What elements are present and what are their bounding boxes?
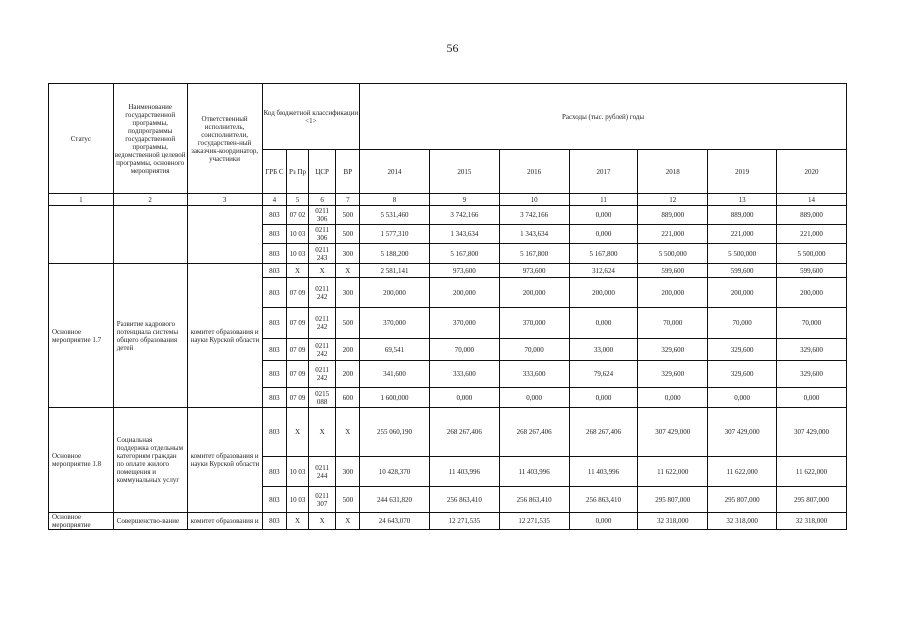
cell-amount: 11 622,000: [776, 457, 846, 487]
cell-amount: 0,000: [569, 388, 638, 408]
cell-grbs: 803: [262, 457, 287, 487]
cell-amount: 307 429,000: [638, 408, 708, 457]
cell-amount: 79,624: [569, 361, 638, 388]
cell-amount: 32 318,000: [638, 513, 708, 530]
cell-amount: 200,000: [708, 278, 777, 308]
cell-amount: 1 577,310: [360, 225, 430, 244]
cell-csr: 0211 306: [308, 225, 336, 244]
cell-amount: 200,000: [499, 278, 569, 308]
cell-amount: 33,000: [569, 339, 638, 361]
header-year: 2016: [499, 150, 569, 194]
block-responsible: комитет образования и: [187, 513, 262, 530]
cell-amount: 200,000: [569, 278, 638, 308]
cell-amount: 200,000: [638, 278, 708, 308]
cell-amount: 2 581,141: [360, 264, 430, 278]
cell-amount: 0,000: [638, 388, 708, 408]
col-number: 13: [708, 194, 777, 206]
cell-amount: 0,000: [499, 388, 569, 408]
block-name: Развитие кадрового потенциала системы общего образования детей: [113, 264, 187, 408]
cell-csr: 0215 088: [308, 388, 336, 408]
cell-amount: 244 631,820: [360, 487, 430, 513]
col-number: 7: [336, 194, 360, 206]
cell-amount: 5 167,800: [569, 244, 638, 264]
cell-amount: 0,000: [776, 388, 846, 408]
cell-amount: 295 807,000: [708, 487, 777, 513]
cell-amount: 3 742,166: [499, 206, 569, 225]
cell-amount: 329,600: [638, 361, 708, 388]
cell-amount: 5 500,000: [638, 244, 708, 264]
cell-rzpr: X: [287, 513, 309, 530]
cell-csr: 0211 242: [308, 361, 336, 388]
cell-amount: 10 428,370: [360, 457, 430, 487]
block-responsible: комитет образования и науки Курской области: [187, 408, 262, 513]
header-vr: ВР: [336, 150, 360, 194]
cell-amount: 312,624: [569, 264, 638, 278]
cell-grbs: 803: [262, 225, 287, 244]
cell-amount: 370,000: [360, 308, 430, 339]
header-year: 2018: [638, 150, 708, 194]
cell-grbs: 803: [262, 339, 287, 361]
cell-vr: 600: [336, 388, 360, 408]
header-responsible: Ответственный исполнитель, соисполнители, государствен-ный заказчик-координатор, участники: [187, 84, 262, 194]
column-number-row: [49, 194, 847, 206]
cell-rzpr: X: [287, 264, 309, 278]
cell-amount: 0,000: [708, 388, 777, 408]
cell-amount: 889,000: [776, 206, 846, 225]
header-rzpr: Рз Пр: [287, 150, 309, 194]
cell-amount: 599,600: [638, 264, 708, 278]
cell-amount: 11 403,996: [499, 457, 569, 487]
header-year: 2015: [429, 150, 499, 194]
cell-amount: 0,000: [429, 388, 499, 408]
cell-amount: 307 429,000: [708, 408, 777, 457]
col-number: 3: [187, 194, 262, 206]
cell-amount: 0,000: [569, 308, 638, 339]
cell-grbs: 803: [262, 278, 287, 308]
cell-amount: 599,600: [708, 264, 777, 278]
cell-amount: 5 167,800: [499, 244, 569, 264]
header-row-1: [49, 84, 847, 150]
cell-grbs: 803: [262, 388, 287, 408]
cell-rzpr: 07 02: [287, 206, 309, 225]
cell-amount: 0,000: [569, 225, 638, 244]
cell-vr: 200: [336, 361, 360, 388]
cell-amount: 329,600: [776, 361, 846, 388]
block-status: [49, 206, 114, 264]
cell-amount: 24 643,070: [360, 513, 430, 530]
cell-amount: 255 060,190: [360, 408, 430, 457]
cell-grbs: 803: [262, 487, 287, 513]
block-responsible: комитет образования и науки Курской области: [187, 264, 262, 408]
cell-grbs: 803: [262, 308, 287, 339]
block-responsible: [187, 206, 262, 264]
cell-vr: 200: [336, 339, 360, 361]
cell-vr: X: [336, 264, 360, 278]
cell-csr: 0211 244: [308, 457, 336, 487]
cell-vr: X: [336, 408, 360, 457]
cell-rzpr: 07 09: [287, 278, 309, 308]
col-number: 12: [638, 194, 708, 206]
cell-amount: 329,600: [776, 339, 846, 361]
block-name: Социальная поддержка отдельным категориям граждан по оплате жилого помещения и коммунальных услуг: [113, 408, 187, 513]
cell-csr: 0211 242: [308, 278, 336, 308]
table-row: [49, 513, 847, 530]
cell-amount: 11 403,996: [569, 457, 638, 487]
col-number: 14: [776, 194, 846, 206]
cell-amount: 11 403,996: [429, 457, 499, 487]
header-budget-code: Код бюджетной классификации <1>: [262, 84, 360, 150]
cell-amount: 32 318,000: [708, 513, 777, 530]
cell-amount: 329,600: [708, 339, 777, 361]
col-number: 5: [287, 194, 309, 206]
cell-amount: 268 267,406: [569, 408, 638, 457]
cell-amount: 370,000: [499, 308, 569, 339]
cell-amount: 32 318,000: [776, 513, 846, 530]
col-number: 11: [569, 194, 638, 206]
cell-grbs: 803: [262, 361, 287, 388]
cell-rzpr: 10 03: [287, 457, 309, 487]
cell-rzpr: 07 09: [287, 308, 309, 339]
cell-amount: 200,000: [429, 278, 499, 308]
cell-grbs: 803: [262, 264, 287, 278]
cell-rzpr: 07 09: [287, 339, 309, 361]
cell-amount: 70,000: [429, 339, 499, 361]
cell-vr: X: [336, 513, 360, 530]
cell-amount: 1 600,000: [360, 388, 430, 408]
cell-amount: 0,000: [569, 513, 638, 530]
cell-amount: 70,000: [638, 308, 708, 339]
col-number: 9: [429, 194, 499, 206]
header-year: 2014: [360, 150, 430, 194]
cell-vr: 300: [336, 457, 360, 487]
cell-vr: 500: [336, 487, 360, 513]
cell-csr: 0211 242: [308, 308, 336, 339]
cell-amount: 5 167,800: [429, 244, 499, 264]
cell-amount: 329,600: [638, 339, 708, 361]
col-number: 1: [49, 194, 114, 206]
cell-amount: 5 188,200: [360, 244, 430, 264]
col-number: 10: [499, 194, 569, 206]
cell-amount: 889,000: [708, 206, 777, 225]
cell-amount: 256 863,410: [499, 487, 569, 513]
cell-grbs: 803: [262, 244, 287, 264]
cell-amount: 1 343,634: [499, 225, 569, 244]
block-status: Основное мероприятие 1.8: [49, 408, 114, 513]
cell-amount: 1 343,634: [429, 225, 499, 244]
cell-rzpr: 10 03: [287, 244, 309, 264]
cell-csr: 0211 243: [308, 244, 336, 264]
cell-amount: 268 267,406: [429, 408, 499, 457]
cell-amount: 370,000: [429, 308, 499, 339]
cell-rzpr: 10 03: [287, 487, 309, 513]
cell-csr: X: [308, 513, 336, 530]
cell-amount: 5 531,460: [360, 206, 430, 225]
cell-amount: 221,000: [638, 225, 708, 244]
cell-amount: 333,600: [429, 361, 499, 388]
cell-vr: 300: [336, 244, 360, 264]
cell-amount: 307 429,000: [776, 408, 846, 457]
block-name: Совершенство-вание: [113, 513, 187, 530]
cell-vr: 300: [336, 278, 360, 308]
col-number: 4: [262, 194, 287, 206]
cell-amount: 599,600: [776, 264, 846, 278]
block-status: Основное мероприятие: [49, 513, 114, 530]
header-year: 2020: [776, 150, 846, 194]
cell-amount: 3 742,166: [429, 206, 499, 225]
cell-amount: 5 500,000: [776, 244, 846, 264]
cell-amount: 256 863,410: [429, 487, 499, 513]
budget-table: [48, 83, 847, 530]
cell-csr: X: [308, 408, 336, 457]
cell-amount: 70,000: [708, 308, 777, 339]
cell-amount: 221,000: [776, 225, 846, 244]
cell-rzpr: X: [287, 408, 309, 457]
block-name: [113, 206, 187, 264]
cell-vr: 500: [336, 308, 360, 339]
table-row: [49, 206, 847, 225]
cell-amount: 341,600: [360, 361, 430, 388]
cell-rzpr: 10 03: [287, 225, 309, 244]
cell-amount: 69,541: [360, 339, 430, 361]
cell-amount: 295 807,000: [638, 487, 708, 513]
cell-amount: 200,000: [360, 278, 430, 308]
cell-amount: 973,600: [429, 264, 499, 278]
cell-csr: 0211 242: [308, 339, 336, 361]
col-number: 2: [113, 194, 187, 206]
cell-amount: 889,000: [638, 206, 708, 225]
cell-amount: 70,000: [499, 339, 569, 361]
cell-csr: 0211 306: [308, 206, 336, 225]
cell-amount: 333,600: [499, 361, 569, 388]
cell-rzpr: 07 09: [287, 388, 309, 408]
cell-rzpr: 07 09: [287, 361, 309, 388]
cell-csr: X: [308, 264, 336, 278]
cell-amount: 70,000: [776, 308, 846, 339]
cell-grbs: 803: [262, 513, 287, 530]
cell-amount: 12 271,535: [429, 513, 499, 530]
table-body: [49, 84, 847, 530]
header-year: 2017: [569, 150, 638, 194]
cell-csr: 0211 307: [308, 487, 336, 513]
col-number: 6: [308, 194, 336, 206]
cell-amount: 12 271,535: [499, 513, 569, 530]
cell-amount: 5 500,000: [708, 244, 777, 264]
cell-amount: 221,000: [708, 225, 777, 244]
cell-grbs: 803: [262, 408, 287, 457]
page-number: 56: [446, 41, 459, 55]
col-number: 8: [360, 194, 430, 206]
block-status: Основное мероприятие 1.7: [49, 264, 114, 408]
header-year: 2019: [708, 150, 777, 194]
cell-amount: 295 807,000: [776, 487, 846, 513]
cell-amount: 329,600: [708, 361, 777, 388]
cell-amount: 200,000: [776, 278, 846, 308]
cell-vr: 500: [336, 206, 360, 225]
cell-amount: 0,000: [569, 206, 638, 225]
header-csr: ЦСР: [308, 150, 336, 194]
cell-amount: 973,600: [499, 264, 569, 278]
table-row: [49, 264, 847, 278]
header-name: Наименование государственной программы, подпрограммы государственной программы, ведомственной целевой программы, основного мероприятия: [113, 84, 187, 194]
cell-amount: 11 622,000: [638, 457, 708, 487]
header-expenses: Расходы (тыс. рублей) годы: [360, 84, 847, 150]
table-row: [49, 408, 847, 457]
cell-grbs: 803: [262, 206, 287, 225]
cell-amount: 256 863,410: [569, 487, 638, 513]
cell-amount: 11 622,000: [708, 457, 777, 487]
cell-vr: 500: [336, 225, 360, 244]
cell-amount: 268 267,406: [499, 408, 569, 457]
header-grbs: ГРБ С: [262, 150, 287, 194]
header-status: Статус: [49, 84, 114, 194]
